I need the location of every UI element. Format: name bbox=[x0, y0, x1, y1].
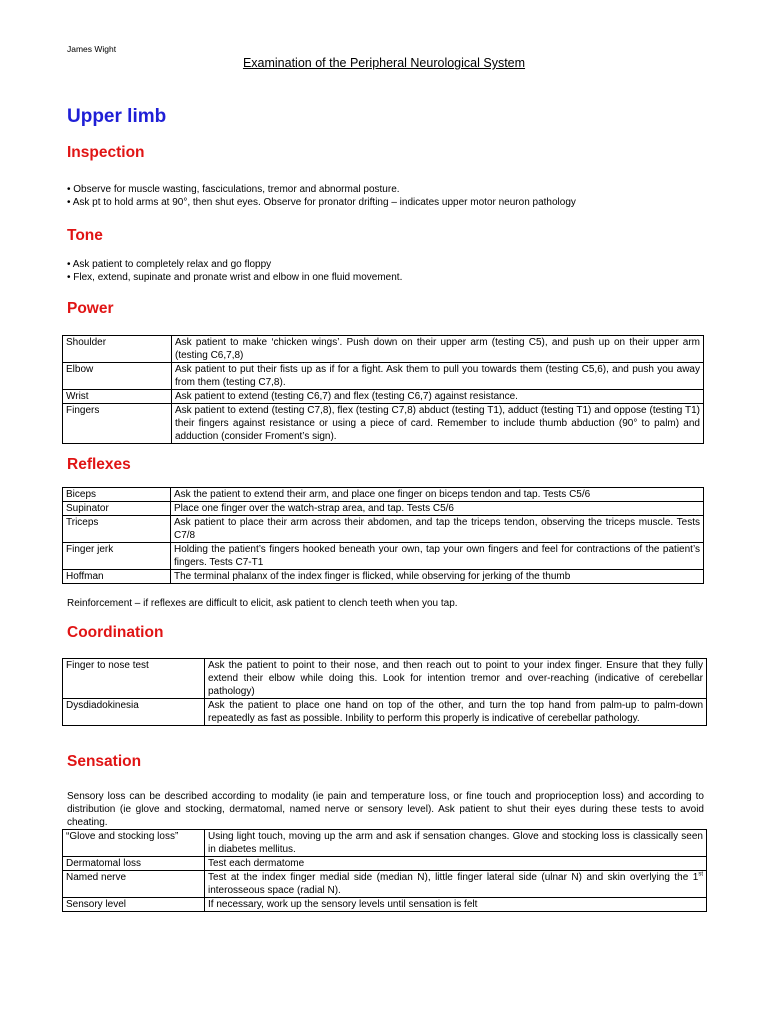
table-cell-text: Holding the patient’s fingers hooked beneath your own, tap your own fingers and feel for contractions of the patient’s fingers. Tests C7-T1 bbox=[171, 543, 704, 570]
table-row bbox=[63, 488, 704, 502]
table-cell-label: Dermatomal loss bbox=[63, 857, 205, 871]
sensation-intro: Sensory loss can be described according to modality (ie pain and temperature loss, or fine touch and proprioception loss) and according to distribution (ie glove and stocking, dermatomal, named nerve or sensory level). Ask patient to shut their eyes during these tests to avoid cheating. bbox=[67, 791, 704, 828]
coordination-table bbox=[62, 658, 707, 726]
table-cell-text: Ask the patient to place one hand on top of the other, and turn the top hand from palm-up to palm-down repeatedly as fast as possible. Inbility to perform this properly is indicative of cerebellar pathology. bbox=[205, 699, 707, 726]
table-row bbox=[63, 659, 707, 699]
power-heading: Power bbox=[67, 300, 114, 317]
text-after: interosseous space (radial N). bbox=[208, 885, 341, 896]
table-row bbox=[63, 699, 707, 726]
sensation-table bbox=[62, 829, 707, 912]
table-row bbox=[63, 570, 704, 584]
table-cell-label: Shoulder bbox=[63, 336, 172, 363]
table-cell-text: Ask patient to place their arm across their abdomen, and tap the triceps tendon, observing the triceps muscle. Tests C7/8 bbox=[171, 516, 704, 543]
table-cell-label: Sensory level bbox=[63, 898, 205, 912]
reflexes-table bbox=[62, 487, 704, 584]
reinforcement-note: Reinforcement – if reflexes are difficult to elicit, ask patient to clench teeth when you tap. bbox=[67, 598, 458, 609]
table-cell-text: If necessary, work up the sensory levels until sensation is felt bbox=[205, 898, 707, 912]
sensation-heading: Sensation bbox=[67, 753, 142, 770]
table-cell-text: Ask the patient to extend their arm, and place one finger on biceps tendon and tap. Tests C5/6 bbox=[171, 488, 704, 502]
table-cell-text: Place one finger over the watch-strap area, and tap. Tests C5/6 bbox=[171, 502, 704, 516]
table-cell-label: Wrist bbox=[63, 390, 172, 404]
table-cell-label: Finger to nose test bbox=[63, 659, 205, 699]
table-cell-text: Ask patient to put their fists up as if for a fight. Ask them to pull you towards them (testing C5,6), and push you away from them (testing C7,8). bbox=[172, 363, 704, 390]
table-row bbox=[63, 390, 704, 404]
author-name: James Wight bbox=[67, 44, 117, 54]
table-cell-label: Hoffman bbox=[63, 570, 171, 584]
table-cell-text: Ask patient to extend (testing C6,7) and flex (testing C6,7) against resistance. bbox=[172, 390, 704, 404]
tone-bullets bbox=[67, 258, 402, 284]
table-cell-label: Elbow bbox=[63, 363, 172, 390]
table-row bbox=[63, 502, 704, 516]
text-before: Test at the index finger medial side (median N), little finger lateral side (ulnar N) and skin overlying the 1 bbox=[208, 872, 699, 883]
table-row bbox=[63, 404, 704, 444]
table-cell-label: “Glove and stocking loss” bbox=[63, 830, 205, 857]
table-cell-text: The terminal phalanx of the index finger is flicked, while observing for jerking of the thumb bbox=[171, 570, 704, 584]
list-item: • Flex, extend, supinate and pronate wrist and elbow in one fluid movement. bbox=[67, 272, 403, 283]
table-cell-label: Biceps bbox=[63, 488, 171, 502]
inspection-bullets bbox=[67, 183, 576, 209]
reflexes-heading: Reflexes bbox=[67, 456, 131, 473]
table-cell-text: Ask the patient to point to their nose, and then reach out to point to your index finger. Ensure that they fully extend their elbow while doing this. Look for intention tremor and over-reaching (indicative of cerebellar pathology) bbox=[205, 659, 707, 699]
table-cell-label: Triceps bbox=[63, 516, 171, 543]
coordination-heading: Coordination bbox=[67, 624, 164, 641]
table-cell-label: Named nerve bbox=[63, 871, 205, 898]
main-heading: Upper limb bbox=[67, 106, 167, 127]
table-cell-text: Test each dermatome bbox=[205, 857, 707, 871]
list-item: • Ask pt to hold arms at 90°, then shut eyes. Observe for pronator drifting – indicates upper motor neuron pathology bbox=[67, 197, 576, 208]
power-table bbox=[62, 335, 704, 444]
superscript: st bbox=[698, 871, 703, 878]
table-row bbox=[63, 871, 707, 898]
table-row bbox=[63, 898, 707, 912]
table-row bbox=[63, 830, 707, 857]
table-cell-label: Fingers bbox=[63, 404, 172, 444]
table-cell-label: Supinator bbox=[63, 502, 171, 516]
table-cell-text: Ask patient to extend (testing C7,8), flex (testing C7,8) abduct (testing T1), adduct (testing T1) and oppose (testing T1) their fingers against resistance or using a piece of card. Remember to include thumb abduction (90° to palm) and adduction (consider Froment’s sign). bbox=[172, 404, 704, 444]
document-title: Examination of the Peripheral Neurological System bbox=[242, 56, 526, 70]
list-item: • Ask patient to completely relax and go floppy bbox=[67, 259, 272, 270]
tone-heading: Tone bbox=[67, 227, 103, 244]
table-cell-label: Finger jerk bbox=[63, 543, 171, 570]
table-row bbox=[63, 336, 704, 363]
inspection-heading: Inspection bbox=[67, 144, 145, 161]
table-row bbox=[63, 543, 704, 570]
table-row bbox=[63, 516, 704, 543]
table-cell-text bbox=[205, 871, 707, 898]
list-item: • Observe for muscle wasting, fasciculations, tremor and abnormal posture. bbox=[67, 184, 400, 195]
table-cell-text: Ask patient to make ‘chicken wings’. Push down on their upper arm (testing C5), and push up on their upper arm (testing C6,7,8) bbox=[172, 336, 704, 363]
table-row bbox=[63, 857, 707, 871]
table-row bbox=[63, 363, 704, 390]
table-cell-text: Using light touch, moving up the arm and ask if sensation changes. Glove and stocking loss is classically seen in diabetes mellitus. bbox=[205, 830, 707, 857]
table-cell-label: Dysdiadokinesia bbox=[63, 699, 205, 726]
